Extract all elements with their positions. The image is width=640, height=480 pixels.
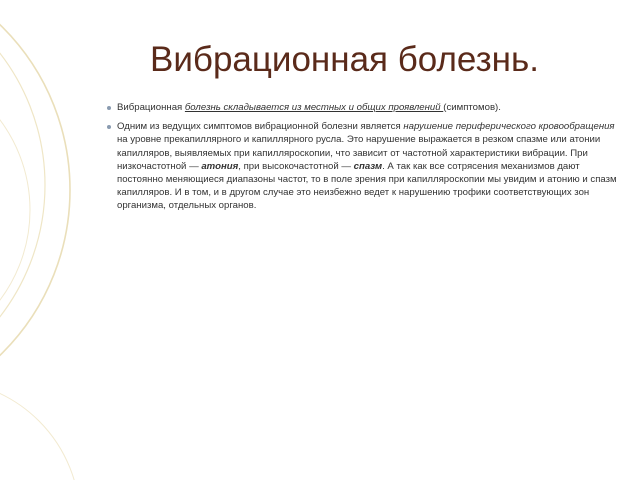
bullet-paragraph-1	[107, 101, 617, 114]
p2-italic-1: нарушение периферического кровообращения	[403, 121, 615, 133]
decorative-curves	[0, 0, 120, 480]
bullet-paragraph-2	[107, 120, 617, 212]
p2-text-1: Одним из ведущих симптомов вибрационной болезни является	[117, 121, 404, 133]
bullet-icon	[107, 125, 111, 129]
p2-bold-atonia: атония	[201, 160, 239, 172]
p1-link[interactable]: болезнь складывается из местных и общих проявлений	[184, 102, 444, 113]
p1-text-2: (симптомов).	[443, 102, 501, 113]
slide-content	[107, 101, 617, 219]
p2-text-3: , при высокочастотной —	[238, 160, 354, 172]
p2-text-4: . А так как все сотрясения механизмов дают постоянно меняющиеся диапазоны частот, то в поле зрения при капилляроскопии мы увидим и атонию и спазм капилляров. И в том, и в другом случае это неизбежно ведет к нарушению трофики соответствующих зон организма, отдельных органов.	[117, 160, 617, 212]
p2-bold-spazm: спазм	[353, 160, 383, 172]
slide-title: Вибрационная болезнь.	[150, 40, 539, 79]
p1-text-1: Вибрационная	[117, 102, 185, 113]
bullet-icon	[107, 106, 111, 110]
p2-text-2: на уровне прекапиллярного и капиллярного русла. Это нарушение выражается в резком спазме или атонии капилляров, выявляемых при капилляроскопии, что зависит от частотной характеристики вибрации. При низкочастотной —	[117, 134, 601, 172]
